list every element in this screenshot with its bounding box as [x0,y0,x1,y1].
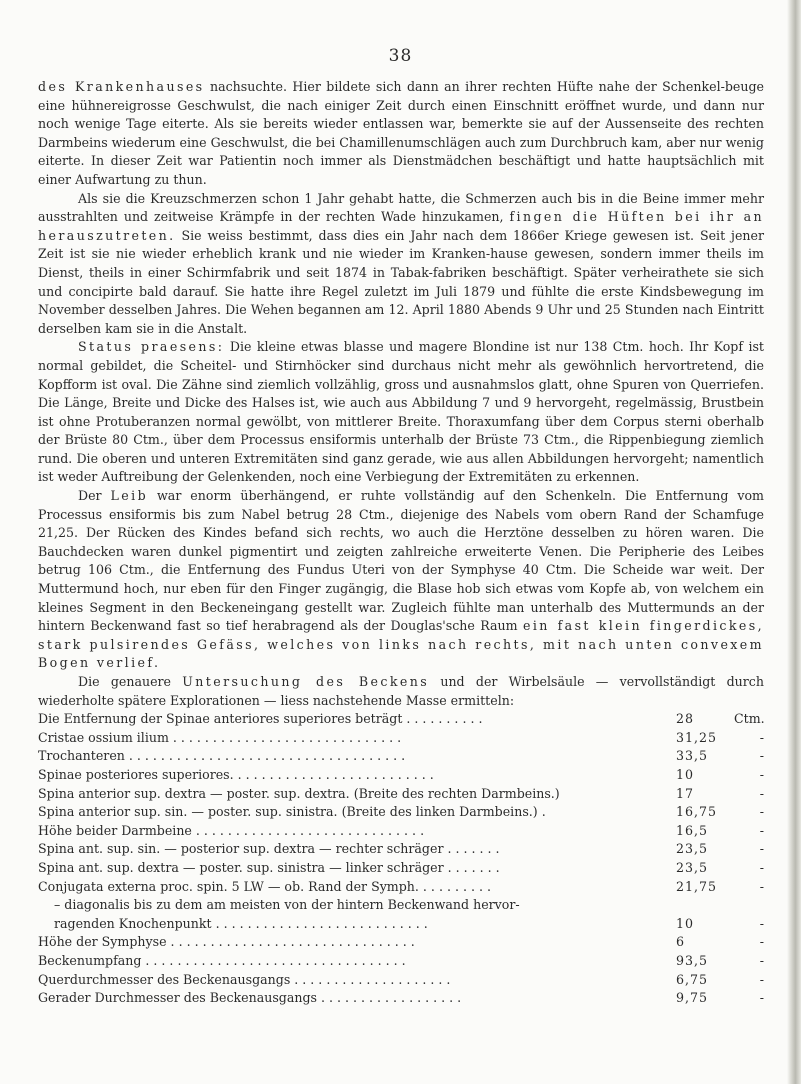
measurement-row [38,766,764,785]
measurement-label: ragenden Knochenpunkt . . . . . . . . . . . . . . . . . . . . . . . . . . . [54,915,428,931]
measurement-unit: - [759,822,764,838]
text-run: Die kleine etwas blasse und magere Blondine ist nur 138 Ctm. hoch. Ihr Kopf ist normal gebildet, die Scheitel- und Stirnhöcker sind durchaus nicht mehr als gewöhnlich hervortretend, die Kopfform ist oval. Die Zähne sind ziemlich vollzählig, gross und ausnahmslos glatt, ohne Spuren von Querriefen. Die Länge, Breite und Dicke des Halses ist, wie auch aus Abbildung 7 und 9 hervorgeht, regelmässig, Brustbein ist ohne Protuberanzen normal gewölbt, von mittlerer Breite. Thoraxumfang über dem Corpus sterni oberhalb der Brüste 80 Ctm., über dem Processus ensiformis unterhalb der Brüste 73 Ctm., die Rippenbiegung ziemlich rund. Die oberen und unteren Extremitäten sind ganz gerade, wie aus allen Abbildungen hervorgeht; namentlich ist weder Auftreibung der Gelenkenden, noch eine Verbiegung der Extremitäten zu erkennen. [38,339,764,485]
measurement-unit: - [759,859,764,875]
measurement-label: Spinae posteriores superiores. . . . . . . . . . . . . . . . . . . . . . . . . . [38,766,434,782]
measurement-label: Beckenumpfang . . . . . . . . . . . . . . . . . . . . . . . . . . . . . . . . . [38,952,406,968]
measurement-value: 6 [676,934,686,950]
measurement-label: Conjugata externa proc. spin. 5 LW — ob. Rand der Symph. . . . . . . . . . [38,878,491,894]
measurement-value: 16,5 [676,822,709,838]
paragraphs [38,78,764,710]
measurement-label: Höhe der Symphyse . . . . . . . . . . . . . . . . . . . . . . . . . . . . . . . [38,934,415,950]
body-text [38,78,764,1008]
text-run: Als sie die Kreuzschmerzen schon 1 Jahr gehabt hatte, die Schmerzen auch bis in die Beine immer mehr ausstrahlten und zeitweise Krämpfe in der rechten Wade hinzukamen, [38,190,764,225]
text-run: war enorm überhängend, er ruhte vollständig auf den Schenkeln. Die Entfernung vom Processus ensiformis bis zum Nabel betrug 28 Ctm., diejenige des Nabels vom obern Rand der Schamfuge 21,25. Der Rücken des Kindes befand sich rechts, wo auch die Herztöne desselben zu hören waren. Die Bauchdecken waren dunkel pigmentirt und zeigten zahlreiche erweiterte Venen. Die Peripherie des Leibes betrug 106 Ctm., die Entfernung des Fundus Uteri von der Symphyse 40 Ctm. Die Scheide war weit. Der Muttermund hoch, nur eben für den Finger zugängig, die Blase hob sich etwas vom Kopfe ab, von welchem ein kleines Segment in den Beckeneingang gestellt war. Zugleich fühlte man unterhalb des Muttermunds an der hintern Beckenwand fast so tief herabragend als der Douglas'sche Raum [38,488,764,634]
measurement-unit: - [759,971,764,987]
paragraph [38,338,764,487]
text-run: Der [78,488,111,504]
measurement-row [38,859,764,878]
measurement-row [38,952,764,971]
measurement-unit: - [759,748,764,764]
measurement-row [38,822,764,841]
measurement-label: Spina anterior sup. dextra — poster. sup. dextra. (Breite des rechten Darmbeins.) [38,785,560,801]
text-run: Die genauere [78,674,183,689]
measurement-label: Spina anterior sup. sin. — poster. sup. sinistra. (Breite des linken Darmbeins.) . [38,804,546,820]
paragraph [38,673,764,710]
measurement-row [38,710,764,729]
paragraph [38,487,764,673]
measurement-unit: - [759,804,764,820]
measurement-row [38,729,764,748]
measurement-value: 10 [676,766,695,782]
measurement-unit: - [759,990,764,1006]
measurement-unit: - [759,766,764,782]
measurement-label: Spina ant. sup. sin. — posterior sup. dextra — rechter schräger . . . . . . . [38,841,500,857]
measurement-unit: - [759,785,764,801]
measurement-row [38,878,764,897]
emphasis-text: Untersuchung des Beckens [182,674,430,689]
paragraph [38,190,764,339]
measurement-label: Trochanteren . . . . . . . . . . . . . . . . . . . . . . . . . . . . . . . . . . . [38,748,406,764]
measurement-value: 10 [676,915,695,931]
measurement-row [38,785,764,804]
emphasis-text: fingen die Hüften bei ihr an herauszutreten. [38,209,764,243]
measurement-row [38,915,764,934]
text-run: nachsuchte. Hier bildete sich dann an ihrer rechten Hüfte nahe der Schenkel-beuge eine hühnereigrosse Geschwulst, die nach einiger Zeit durch einen Einschnitt eröffnet wurde, und dann nur noch wenige Tage eiterte. Als sie bereits wieder entlassen war, bemerkte sie auf der Aussenseite des rechten Darmbeins wiederum eine Geschwulst, die bei Chamillenumschlägen auch zum Durchbruch kam, aber nur wenig eiterte. In dieser Zeit war Patientin noch immer als Dienstmädchen beschäftigt und hatte hauptsächlich mit einer Aufwartung zu thun. [38,79,764,187]
text-run: Sie weiss bestimmt, dass dies ein Jahr nach dem 1866er Kriege gewesen ist. Seit jener Zeit ist sie nie wieder erheblich krank und nie wieder im Kranken-hause gewesen, sondern immer theils im Dienst, theils in einer Schirmfabrik und seit 1874 in Tabak-fabriken beschäftigt. Später verheirathete sie sich und concipirte bald darauf. Sie hatte ihre Regel zuletzt im Juli 1879 und fühlte die erste Kindsbewegung im November desselben Jahres. Die Wehen begannen am 12. April 1880 Abends 9 Uhr und 25 Stunden nach Eintritt derselben kam sie in die Anstalt. [38,227,764,336]
measurement-row [38,803,764,822]
measurement-value: 21,75 [676,878,718,894]
emphasis-text: des Krankenhauses [38,79,205,94]
measurement-value: 28 [676,711,695,727]
measurement-unit: - [759,841,764,857]
measurement-unit: - [759,729,764,745]
measurement-value: 23,5 [676,859,709,875]
measurement-unit: - [759,952,764,968]
measurement-value: 16,75 [676,804,718,820]
measurement-value: 6,75 [676,971,709,987]
emphasis-text: Status praesens: [78,339,225,355]
measurement-label: Die Entfernung der Spinae anteriores superiores beträgt . . . . . . . . . . [38,711,483,727]
measurement-value: 33,5 [676,748,709,764]
measurement-row [38,896,764,915]
measurement-unit: - [759,915,764,931]
measurement-label: Cristae ossium ilium . . . . . . . . . . . . . . . . . . . . . . . . . . . . . [38,729,402,745]
paragraph [38,78,764,190]
measurement-row [38,933,764,952]
measurement-label: – diagonalis bis zu dem am meisten von der hintern Beckenwand hervor- [54,897,520,913]
measurement-label: Gerader Durchmesser des Beckenausgangs . . . . . . . . . . . . . . . . . . [38,990,462,1006]
emphasis-text: ein fast klein fingerdickes, stark pulsirendes Gefäss, welches von links nach rechts, mit nach unten convexem Bogen verlief. [38,618,764,671]
measurement-unit: - [759,934,764,950]
emphasis-text: Leib [110,488,149,504]
measurement-unit: Ctm. [734,711,765,727]
page-edge-shadow [787,0,801,1084]
measurement-value: 9,75 [676,990,709,1006]
measurement-row [38,840,764,859]
measurement-label: Querdurchmesser des Beckenausgangs . . . . . . . . . . . . . . . . . . . . [38,971,451,987]
measurement-label: Spina ant. sup. dextra — poster. sup. sinistra — linker schräger . . . . . . . [38,859,500,875]
measurement-row [38,747,764,766]
text-run: und der Wirbelsäule — vervollständigt durch wiederholte spätere Explorationen — liess nachstehende Masse ermitteln: [38,674,764,708]
measurement-label: Höhe beider Darmbeine . . . . . . . . . . . . . . . . . . . . . . . . . . . . . [38,822,425,838]
page-number: 38 [388,46,413,66]
measurements-table [38,710,764,1008]
measurement-unit: - [759,878,764,894]
measurement-value: 93,5 [676,952,709,968]
measurement-value: 23,5 [676,841,709,857]
measurement-value: 31,25 [676,729,718,745]
measurement-row [38,989,764,1008]
measurement-value: 17 [676,785,695,801]
measurement-row [38,971,764,990]
